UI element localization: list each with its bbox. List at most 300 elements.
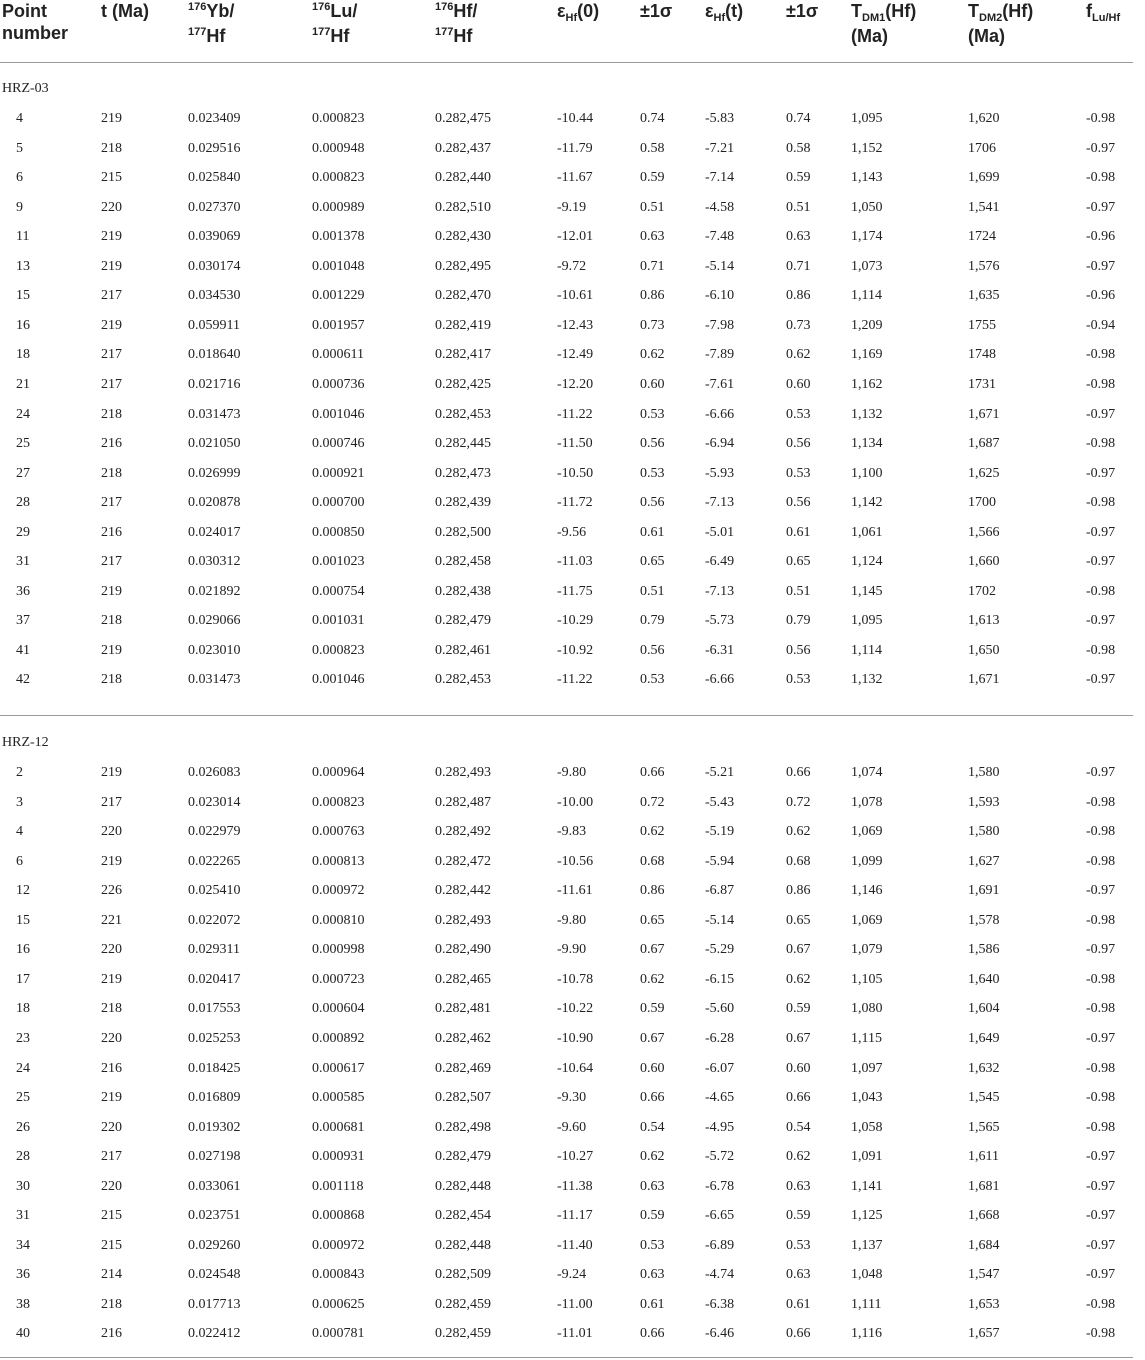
header-line [188,0,234,25]
table-cell: -11.61 [557,883,593,899]
table-cell: 0.58 [786,140,811,156]
table-cell: 0.65 [640,554,665,570]
table-cell: 0.282,479 [435,1149,491,1165]
isotope-superscript: 177 [188,26,207,38]
table-cell: 0.62 [640,824,665,840]
table-cell: 0.60 [786,376,811,392]
table-cell: 30 [16,1178,30,1194]
table-cell: 1,169 [851,347,883,363]
table-cell: 215 [101,170,122,186]
table-cell: 1,091 [851,1149,883,1165]
table-cell: 16 [16,317,30,333]
table-cell: 1,095 [851,111,883,126]
header-text: number [2,23,69,43]
table-cell: 0.51 [640,199,665,215]
table-cell: 0.059911 [188,317,240,333]
table-cell: 1,078 [851,794,883,810]
table-cell: 0.019302 [188,1119,241,1135]
table-cell: 0.021716 [188,376,241,392]
header-line [705,0,743,25]
table-cell: 0.74 [786,111,811,126]
table-cell: 0.022979 [188,824,241,840]
table-cell: -0.94 [1086,317,1116,333]
table-cell: 0.000763 [312,824,365,840]
table-cell: 0.86 [640,883,665,899]
table-cell: -0.97 [1086,258,1116,274]
table-cell: -0.97 [1086,1237,1116,1253]
table-cell: 0.67 [786,1030,811,1046]
table-cell: 0.73 [786,317,811,333]
header-line [786,0,818,22]
header-text: (Hf) [885,1,917,21]
table-cell: 1,209 [851,317,883,333]
table-cell: -0.98 [1086,495,1116,511]
table-cell: -11.67 [557,170,593,186]
table-cell: -0.98 [1086,1060,1116,1076]
table-cell: 220 [101,942,122,958]
table-cell: -0.97 [1086,613,1116,629]
table-cell: 1,620 [968,111,1000,126]
table-cell: 0.62 [640,971,665,987]
table-cell: 1731 [968,376,996,392]
table-cell: 0.000810 [312,912,365,928]
table-cell: -0.97 [1086,554,1116,570]
table-cell: 0.282,425 [435,376,491,392]
table-cell: 0.72 [640,794,665,810]
header-ehf0 [557,0,599,25]
table-cell: -0.97 [1086,199,1116,215]
table-cell: 218 [101,1001,122,1017]
table-cell: 0.63 [786,1178,811,1194]
isotope-superscript: 176 [312,1,331,13]
table-cell: -6.66 [705,672,735,688]
table-cell: 1,604 [968,1001,1000,1017]
table-cell: 218 [101,672,122,688]
table-cell: 0.000843 [312,1267,365,1283]
table-cell: 1,547 [968,1267,1000,1283]
table-cell: 0.86 [786,883,811,899]
header-line [2,0,68,22]
table-cell: 0.282,465 [435,971,491,987]
table-cell: 0.62 [786,347,811,363]
table-cell: -11.03 [557,554,593,570]
table-cell: 0.000625 [312,1296,365,1312]
table-cell: -9.83 [557,824,587,840]
table-cell: -5.29 [705,942,735,958]
header-line [851,0,916,25]
table-cell: -6.15 [705,971,735,987]
table-cell: 0.56 [786,642,811,658]
table-cell: -5.83 [705,111,735,126]
header-line [101,0,149,22]
table-cell: -0.97 [1086,140,1116,156]
table-cell: 0.000611 [312,347,364,363]
table-cell: -0.98 [1086,170,1116,186]
table-cell: 16 [16,942,30,958]
table-cell: 0.282,473 [435,465,491,481]
table-cell: 26 [16,1119,30,1135]
table-cell: 0.023010 [188,642,241,658]
table-cell: 0.59 [786,1001,811,1017]
header-line [968,25,1033,47]
table-cell: 0.026999 [188,465,241,481]
table-cell: 0.51 [786,199,811,215]
table-cell: 0.53 [640,672,665,688]
table-cell: -4.65 [705,1090,735,1106]
table-cell: -0.98 [1086,971,1116,987]
table-cell: -11.22 [557,406,593,422]
table-cell: -9.30 [557,1090,587,1106]
table-cell: 37 [16,613,30,629]
table-cell: 1,566 [968,524,1000,540]
table-cell: 0.53 [786,672,811,688]
table-cell: 219 [101,583,122,599]
table-cell: 0.59 [640,1001,665,1017]
table-cell: 25 [16,436,30,452]
table-cell: 1,681 [968,1178,1000,1194]
table-cell: 216 [101,1060,122,1076]
table-cell: 15 [16,288,30,304]
table-cell: 0.000617 [312,1060,365,1076]
table-cell: 0.000931 [312,1149,365,1165]
table-cell: -5.73 [705,613,735,629]
table-cell: 1,058 [851,1119,883,1135]
table-cell: 1,079 [851,942,883,958]
table-cell: -0.97 [1086,465,1116,481]
table-cell: -11.79 [557,140,593,156]
table-cell: 0.282,498 [435,1119,491,1135]
table-cell: -10.44 [557,111,594,126]
header-s2 [786,0,818,22]
table-cell: 31 [16,554,30,570]
table-cell: 21 [16,376,30,392]
table-cell: -11.38 [557,1178,593,1194]
table-cell: 215 [101,1237,122,1253]
table-cell: 0.000823 [312,170,365,186]
table-cell: 2 [16,765,23,780]
header-point [2,0,68,44]
table-cell: 0.282,440 [435,170,491,186]
table-cell: 0.282,453 [435,406,491,422]
header-line [2,22,68,44]
table-cell: 219 [101,1090,122,1106]
table-cell: 4 [16,824,23,840]
table-cell: 1748 [968,347,996,363]
table-cell: 1,545 [968,1090,1000,1106]
table-cell: 36 [16,1267,30,1283]
table-cell: -10.00 [557,794,594,810]
table-cell: 0.282,500 [435,524,491,540]
table-cell: 0.66 [786,1090,811,1106]
table-cell: 1,699 [968,170,1000,186]
table-cell: -9.80 [557,765,587,780]
table-cell: 0.001378 [312,229,365,245]
table-cell: 0.282,479 [435,613,491,629]
table-cell: 0.66 [640,765,665,780]
table-cell: 0.034530 [188,288,241,304]
table-cell: 0.282,470 [435,288,491,304]
table-cell: 1702 [968,583,996,599]
table-cell: 0.018640 [188,347,241,363]
table-cell: -0.97 [1086,1267,1116,1283]
table-cell: 1,650 [968,642,1000,658]
table-cell: 0.000823 [312,642,365,658]
table-cell: 0.000700 [312,495,365,511]
table-cell: 0.282,461 [435,642,491,658]
table-cell: 0.016809 [188,1090,241,1106]
table-cell: -6.66 [705,406,735,422]
table-cell: -4.95 [705,1119,735,1135]
header-text: Lu/ [330,1,358,21]
table-cell: 1,162 [851,376,883,392]
table-cell: 36 [16,583,30,599]
header-symbol: ε [557,1,566,21]
table-cell: 4 [16,111,23,126]
table-cell: 28 [16,495,30,511]
table-cell: 219 [101,258,122,274]
header-hf [435,0,477,50]
table-cell: 0.282,417 [435,347,491,363]
table-cell: -6.28 [705,1030,735,1046]
table-cell: 217 [101,1149,122,1165]
table-cell: 0.59 [786,1208,811,1224]
table-cell: 0.71 [640,258,665,274]
table-cell: 0.282,509 [435,1267,491,1283]
table-cell: 1,671 [968,406,1000,422]
table-cell: -6.89 [705,1237,735,1253]
table-cell: -5.21 [705,765,735,780]
table-cell: 0.282,453 [435,672,491,688]
table-cell: 0.73 [640,317,665,333]
table-cell: 17 [16,971,30,987]
table-cell: 1,043 [851,1090,883,1106]
table-cell: 41 [16,642,30,658]
table-cell: -10.29 [557,613,594,629]
table-cell: 0.023014 [188,794,241,810]
table-cell: 1,586 [968,942,1000,958]
table-cell: 0.79 [786,613,811,629]
table-cell: 0.000998 [312,942,365,958]
table-cell: 0.025253 [188,1030,241,1046]
table-cell: 0.54 [786,1119,811,1135]
table-cell: -5.94 [705,853,735,869]
table-cell: 0.031473 [188,406,241,422]
table-cell: -0.97 [1086,765,1116,780]
table-cell: 0.56 [640,436,665,452]
table-cell: 1,649 [968,1030,1000,1046]
table-cell: 220 [101,1178,122,1194]
table-cell: 0.018425 [188,1060,241,1076]
table-cell: 217 [101,794,122,810]
table-cell: -6.31 [705,642,735,658]
table-cell: 0.79 [640,613,665,629]
table-cell: -6.78 [705,1178,735,1194]
table-cell: 0.000972 [312,883,365,899]
table-cell: 1,593 [968,794,1000,810]
table-cell: 0.001046 [312,406,365,422]
table-cell: 6 [16,853,23,869]
table-cell: 0.282,445 [435,436,491,452]
table-cell: -0.97 [1086,1178,1116,1194]
table-cell: 0.022072 [188,912,241,928]
table-cell: 0.000585 [312,1090,365,1106]
table-cell: 40 [16,1326,30,1342]
table-cell: 0.65 [786,554,811,570]
table-cell: -5.19 [705,824,735,840]
header-line [435,0,477,25]
table-cell: 0.66 [786,765,811,780]
table-cell: 1,111 [851,1296,882,1312]
table-cell: 219 [101,642,122,658]
table-cell: 0.53 [640,1237,665,1253]
table-cell: 1,578 [968,912,1000,928]
table-cell: 0.67 [786,942,811,958]
table-cell: 42 [16,672,30,688]
table-cell: 217 [101,288,122,304]
table-cell: 0.029311 [188,942,240,958]
table-cell: 0.282,462 [435,1030,491,1046]
table-cell: 0.66 [640,1090,665,1106]
table-cell: -0.98 [1086,583,1116,599]
header-s1 [640,0,672,22]
table-cell: -7.89 [705,347,735,363]
table-cell: 1,097 [851,1060,883,1076]
table-cell: -9.90 [557,942,587,958]
table-cell: 0.60 [640,376,665,392]
table-cell: 0.61 [786,524,811,540]
table-cell: 0.60 [786,1060,811,1076]
table-cell: -7.48 [705,229,735,245]
table-cell: 0.62 [786,824,811,840]
table-cell: 1,613 [968,613,1000,629]
table-cell: 0.000823 [312,794,365,810]
table-cell: 1,080 [851,1001,883,1017]
header-symbol: ε [705,1,714,21]
table-cell: 1,660 [968,554,1000,570]
table-cell: 219 [101,229,122,245]
table-cell: 0.020417 [188,971,241,987]
table-cell: 0.027198 [188,1149,241,1165]
table-cell: 0.282,459 [435,1296,491,1312]
table-cell: 0.282,448 [435,1178,491,1194]
header-subscript: Lu/Hf [1092,12,1121,24]
header-line [312,0,357,25]
table-cell: 0.000868 [312,1208,365,1224]
table-cell: 0.282,439 [435,495,491,511]
table-cell: 218 [101,465,122,481]
table-cell: 218 [101,406,122,422]
table-cell: 1,625 [968,465,1000,481]
table-cell: 0.53 [786,1237,811,1253]
header-line [312,25,357,50]
table-cell: -9.19 [557,199,587,215]
table-cell: -0.98 [1086,347,1116,363]
table-cell: 1,132 [851,672,883,688]
table-cell: 0.031473 [188,672,241,688]
table-cell: 218 [101,1296,122,1312]
table-cell: 0.61 [786,1296,811,1312]
table-cell: 0.56 [640,495,665,511]
table-cell: -0.98 [1086,794,1116,810]
table-cell: -0.97 [1086,406,1116,422]
table-cell: 1,114 [851,642,882,658]
table-cell: -0.97 [1086,524,1116,540]
table-cell: 25 [16,1090,30,1106]
table-cell: 34 [16,1237,30,1253]
table-cell: 0.000813 [312,853,365,869]
table-cell: 1,100 [851,465,883,481]
table-cell: 1700 [968,495,996,511]
table-cell: 1,099 [851,853,883,869]
table-cell: -10.56 [557,853,594,869]
table-cell: 1,632 [968,1060,1000,1076]
table-cell: 0.025840 [188,170,241,186]
table-cell: 0.53 [640,406,665,422]
table-cell: -5.43 [705,794,735,810]
table-cell: 0.54 [640,1119,665,1135]
table-cell: 0.000681 [312,1119,365,1135]
table-cell: -0.97 [1086,1030,1116,1046]
header-symbol: f [1086,1,1092,21]
table-cell: 29 [16,524,30,540]
table-cell: 6 [16,170,23,186]
table-cell: 1,132 [851,406,883,422]
table-cell: 0.000921 [312,465,365,481]
table-cell: 0.60 [640,1060,665,1076]
table-cell: -4.58 [705,199,735,215]
table-cell: 18 [16,347,30,363]
table-cell: 0.030174 [188,258,241,274]
table-cell: 1,125 [851,1208,883,1224]
table-cell: -6.46 [705,1326,735,1342]
table-cell: 214 [101,1267,122,1283]
table-cell: 220 [101,1119,122,1135]
table-cell: 220 [101,824,122,840]
table-cell: -11.72 [557,495,593,511]
table-cell: -6.94 [705,436,735,452]
table-cell: 0.282,438 [435,583,491,599]
table-cell: 0.68 [640,853,665,869]
table-cell: -11.75 [557,583,593,599]
table-cell: 0.029260 [188,1237,241,1253]
table-cell: 0.000972 [312,1237,365,1253]
header-line [435,25,477,50]
table-cell: -0.97 [1086,1149,1116,1165]
table-cell: 1,048 [851,1267,883,1283]
isotope-superscript: 177 [312,26,331,38]
table-cell: 220 [101,1030,122,1046]
table-cell: -5.14 [705,912,735,928]
table-cell: 5 [16,140,23,156]
table-cell: 0.282,481 [435,1001,491,1017]
header-text: Hf [206,26,226,46]
table-cell: -0.98 [1086,1001,1116,1017]
table-cell: 0.030312 [188,554,241,570]
header-text: Point [2,1,47,21]
table-cell: -9.24 [557,1267,587,1283]
table-cell: 0.000892 [312,1030,365,1046]
table-cell: 1,541 [968,199,1000,215]
table-cell: 15 [16,912,30,928]
header-line [557,0,599,25]
table-cell: 0.001957 [312,317,365,333]
table-cell: 0.017553 [188,1001,241,1017]
table-cell: -0.98 [1086,1326,1116,1342]
table-cell: 0.001229 [312,288,365,304]
table-cell: 0.000781 [312,1326,365,1342]
table-cell: 28 [16,1149,30,1165]
table-cell: 0.53 [640,465,665,481]
